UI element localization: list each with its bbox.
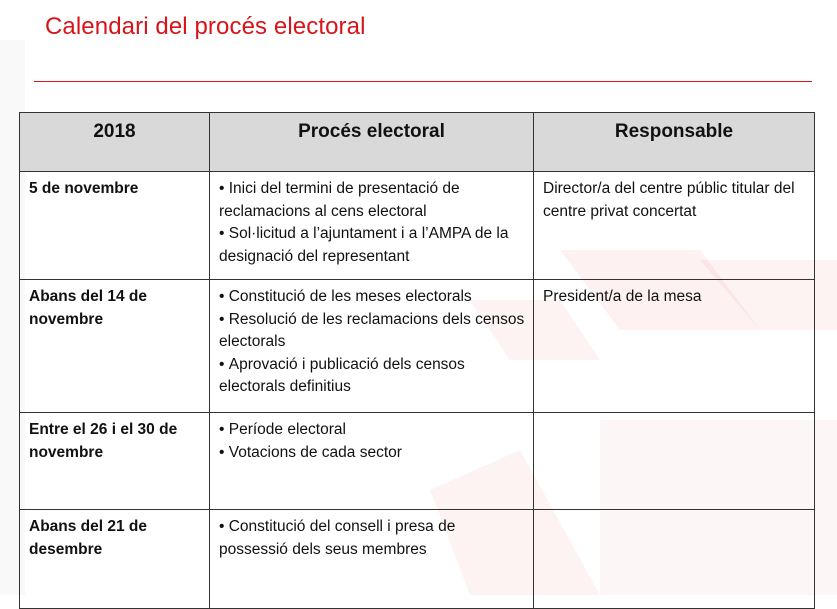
row-date: Entre el 26 i el 30 de novembre [20,413,210,510]
row-responsible [534,413,815,510]
table-row [20,413,815,510]
step-item: • Votacions de cada sector [219,442,525,465]
row-responsible: Director/a del centre públic titular del centre privat concertat [534,172,815,280]
row-date: Abans del 21 de desembre [20,510,210,609]
title-divider [34,81,812,82]
step-item: • Inici del termini de presentació de reclamacions al cens electoral [219,178,525,223]
row-date: 5 de novembre [20,172,210,280]
row-steps [210,172,534,280]
row-steps [210,413,534,510]
row-steps [210,280,534,413]
step-item: • Resolució de les reclamacions dels censos electorals [219,309,525,354]
column-header-process: Procés electoral [210,113,534,172]
table-row [20,172,815,280]
table-row [20,280,815,413]
column-header-year: 2018 [20,113,210,172]
row-steps [210,510,534,609]
column-header-responsible: Responsable [534,113,815,172]
electoral-calendar-table [19,112,815,609]
step-item: • Sol·licitud a l’ajuntament i a l’AMPA de la designació del representant [219,223,525,268]
table-header-row [20,113,815,172]
step-item: • Constitució de les meses electorals [219,286,525,309]
step-item: • Període electoral [219,419,525,442]
page-title: Calendari del procés electoral [45,13,366,40]
row-responsible: President/a de la mesa [534,280,815,413]
table-row [20,510,815,609]
step-item: • Constitució del consell i presa de possessió dels seus membres [219,516,525,561]
step-item: • Aprovació i publicació dels censos electorals definitius [219,354,525,399]
row-date: Abans del 14 de novembre [20,280,210,413]
row-responsible [534,510,815,609]
